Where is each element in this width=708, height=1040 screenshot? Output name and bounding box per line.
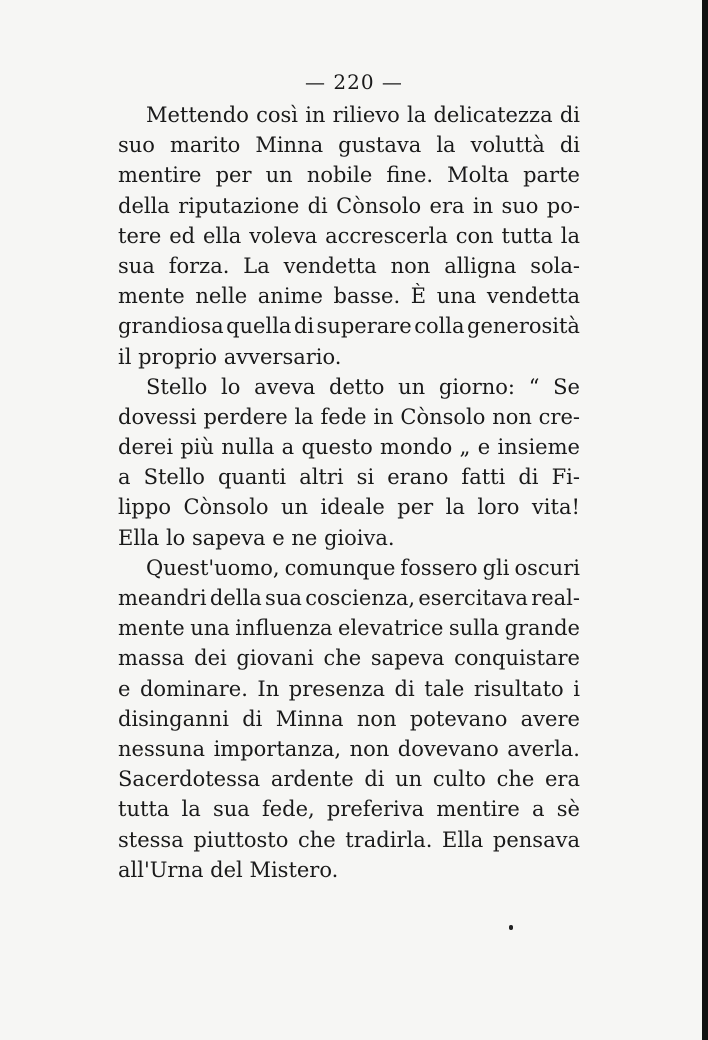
- paragraph: [118, 100, 580, 372]
- text-line: disinganni di Minna non potevano avere: [118, 706, 580, 731]
- text-line: Quest'uomo, comunque fossero gli oscuri: [146, 555, 580, 580]
- text-line: Ella lo sapeva e ne gioiva.: [118, 525, 395, 550]
- text-line: il proprio avversario.: [118, 344, 342, 369]
- text-line: mentire per un nobile fine. Molta parte: [118, 163, 580, 188]
- text-line: suo marito Minna gustava la voluttà di: [118, 133, 580, 158]
- text-line: Mettendo così in rilievo la delicatezza di: [146, 103, 580, 127]
- text-line: della riputazione di Cònsolo era in suo po-: [118, 193, 580, 218]
- ink-speck: [509, 925, 513, 930]
- text-line: grandiosa quella di superare colla generosità: [118, 314, 580, 339]
- text-line: e dominare. In presenza di tale risultato i: [118, 676, 580, 701]
- text-line: nessuna importanza, non dovevano averla.: [118, 736, 580, 761]
- text-line: massa dei giovani che sapeva conquistare: [118, 646, 580, 671]
- text-line: a Stello quanti altri si erano fatti di Fi-: [118, 465, 580, 490]
- paragraph: [118, 372, 580, 553]
- text-line: sua forza. La vendetta non alligna sola-: [118, 253, 580, 278]
- text-line: tere ed ella voleva accrescerla con tutta la: [118, 223, 580, 248]
- text-line: derei più nulla a questo mondo „ e insieme: [118, 435, 580, 460]
- text-line: lippo Cònsolo un ideale per la loro vita!: [118, 495, 580, 520]
- text-line: mente una influenza elevatrice sulla grande: [118, 616, 580, 641]
- text-line: mente nelle anime basse. È una vendetta: [118, 284, 580, 309]
- text-line: dovessi perdere la fede in Cònsolo non cre-: [118, 404, 580, 429]
- page-edge-shadow: [702, 0, 708, 1040]
- text-line: stessa piuttosto che tradirla. Ella pensava: [118, 827, 580, 852]
- text-line: tutta la sua fede, preferiva mentire a sè: [118, 797, 580, 822]
- paragraph: [118, 553, 580, 885]
- text-line: Stello lo aveva detto un giorno: “ Se: [146, 374, 580, 399]
- text-line: Sacerdotessa ardente di un culto che era: [118, 767, 580, 792]
- body-text: [118, 100, 580, 885]
- text-line: meandri della sua coscienza, esercitava real-: [118, 586, 580, 610]
- page-number: — 220 —: [305, 70, 403, 94]
- text-line: all'Urna del Mistero.: [118, 857, 339, 882]
